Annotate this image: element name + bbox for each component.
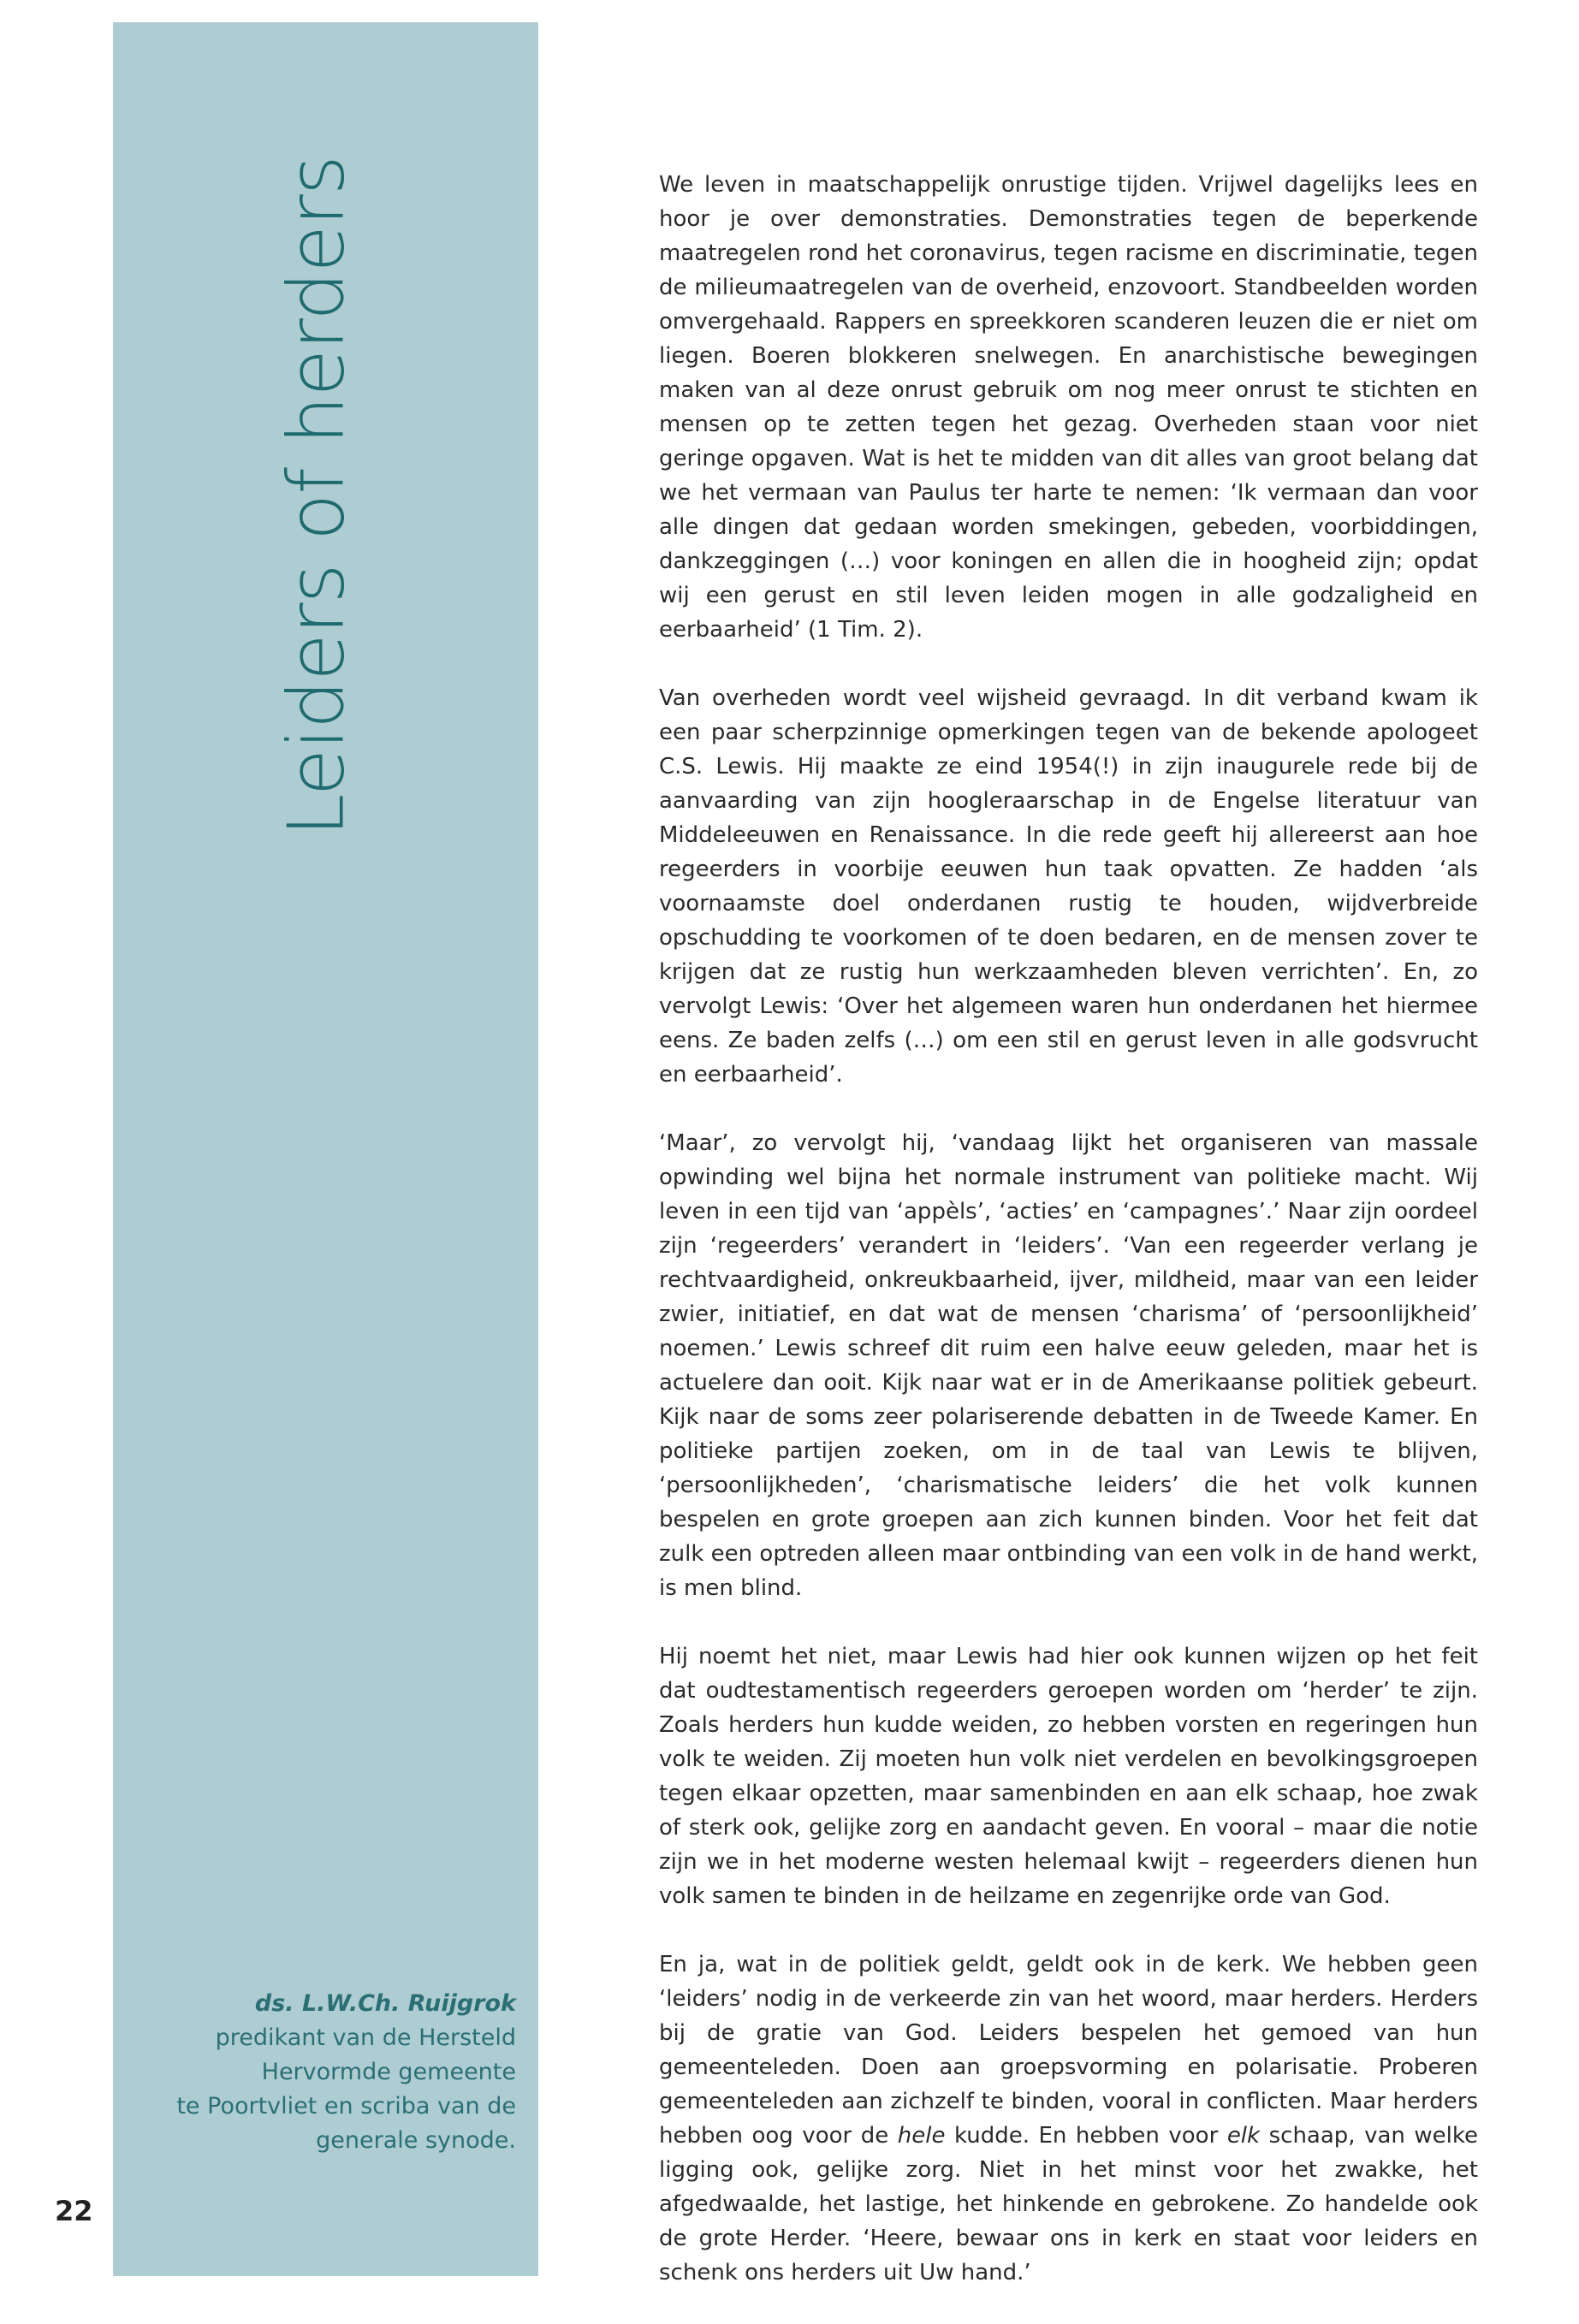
author-line: predikant van de Hersteld [215, 2025, 516, 2051]
paragraph: Van overheden wordt veel wijsheid gevraagd. In dit verband kwam ik een paar scherpzinnige opmerkingen tegen van de bekende apologeet C.S. Lewis. Hij maakte ze eind 1954(!) in zijn inaugurele rede bij de aanvaarding van zijn hoogleraarschap in de Engelse literatuur van Middeleeuwen en Renaissance. In die rede geeft hij allereerst aan hoe regeerders in voorbije eeuwen hun taak opvatten. Ze hadden ‘als voornaamste doel onderdanen rustig te houden, wijdverbreide opschudding te voorkomen of te doen bedaren, en de mensen zover te krijgen dat ze rustig hun werkzaamheden bleven verrichten’. En, zo vervolgt Lewis: ‘Over het algemeen waren hun onderdanen het hiermee eens. Ze baden zelfs (…) om een stil en gerust leven in alle godsvrucht en eerbaarheid’. [659, 685, 1478, 1088]
author-name: ds. L.W.Ch. Ruijgrok [254, 1990, 516, 2017]
paragraph: Hij noemt het niet, maar Lewis had hier ook kunnen wijzen op het feit dat oudtestamentisch regeerders geroepen worden om ‘herder’ te zijn. Zoals herders hun kudde weiden, zo hebben vorsten en regeringen hun volk te weiden. Zij moeten hun volk niet verdelen en bevolkingsgroepen tegen elkaar opzetten, maar samenbinden en aan elk schaap, hoe zwak of sterk ook, gelijke zorg en aandacht geven. En vooral – maar die notie zijn we in het moderne westen helemaal kwijt – regeerders dienen hun volk samen te binden in de heilzame en zegenrijke orde van God. [659, 1644, 1478, 1909]
author-line: Hervormde gemeente [261, 2059, 516, 2085]
article-title: Leiders of herders [271, 156, 362, 837]
paragraph: We leven in maatschappelijk onrustige tijden. Vrijwel dagelijks lees en hoor je over demonstraties. Demonstraties tegen de beperkende maatregelen rond het coronavirus, tegen racisme en discriminatie, tegen de milieumaatregelen van de overheid, enzovoort. Standbeelden worden omvergehaald. Rappers en spreekkoren scanderen leuzen die er niet om liegen. Boeren blokkeren snelwegen. En anarchistische bewegingen maken van al deze onrust gebruik om nog meer onrust te stichten en mensen op te zetten tegen het gezag. Overheden staan voor niet geringe opgaven. Wat is het te midden van dit alles van groot belang dat we het vermaan van Paulus ter harte te nemen: ‘Ik vermaan dan voor alle dingen dat gedaan worden smekingen, gebeden, voorbiddingen, dankzeggingen (…) voor koningen en allen die in hoogheid zijn; opdat wij een gerust en stil leven leiden mogen in alle godzaligheid en eerbaarheid’ (1 Tim. 2). [659, 172, 1478, 643]
title-container [270, 156, 364, 837]
page-number: 22 [55, 2195, 93, 2227]
author-block [157, 1987, 516, 2158]
paragraph-text: En ja, wat in de politiek geldt, geldt ook in de kerk. We hebben geen ‘leiders’ nodig in de verkeerde zin van het woord, maar herders. Herders bij de gratie van God. Leiders bespelen het gemoed van hun gemeenteleden. Doen aan groepsvorming en polarisatie. Proberen gemeenteleden aan zichzelf te binden, vooral in conflicten. Maar herders hebben oog voor de [659, 1952, 1478, 2149]
article-body [659, 168, 1478, 2324]
emphasis: hele [897, 2123, 946, 2149]
author-line: te Poortvliet en scriba van de [176, 2093, 516, 2119]
paragraph-text: kudde. En hebben voor [945, 2123, 1227, 2149]
emphasis: elk [1226, 2123, 1261, 2149]
paragraph: ‘Maar’, zo vervolgt hij, ‘vandaag lijkt het organiseren van massale opwinding wel bijna het normale instrument van politieke macht. Wij leven in een tijd van ‘appèls’, ‘acties’ en ‘campagnes’.’ Naar zijn oordeel zijn ‘regeerders’ verandert in ‘leiders’. ‘Van een regeerder verlang je rechtvaardigheid, onkreukbaarheid, ijver, mildheid, maar van een leider zwier, initiatief, en dat wat de mensen ‘charisma’ of ‘persoonlijkheid’ noemen.’ Lewis schreef dit ruim een halve eeuw geleden, maar het is actuelere dan ooit. Kijk naar wat er in de Amerikaanse politiek gebeurt. Kijk naar de soms zeer polariserende debatten in de Tweede Kamer. En politieke partijen zoeken, om in de taal van Lewis te blijven, ‘persoonlijkheden’, ‘charismatische leiders’ die het volk kunnen bespelen en grote groepen aan zich kunnen binden. Voor het feit dat zulk een optreden alleen maar ontbinding van een volk in de hand werkt, is men blind. [659, 1130, 1478, 1601]
author-line: generale synode. [316, 2127, 516, 2154]
paragraph [659, 1948, 1478, 2290]
paragraph-text: schaap, van welke ligging ook, gelijke zorg. Niet in het minst voor het zwakke, het afgedwaalde, het lastige, het hinkende en gebrokene. Zo handelde ook de grote Herder. ‘Heere, bewaar ons in kerk en staat voor leiders en schenk ons herders uit Uw hand.’ [659, 2123, 1479, 2285]
